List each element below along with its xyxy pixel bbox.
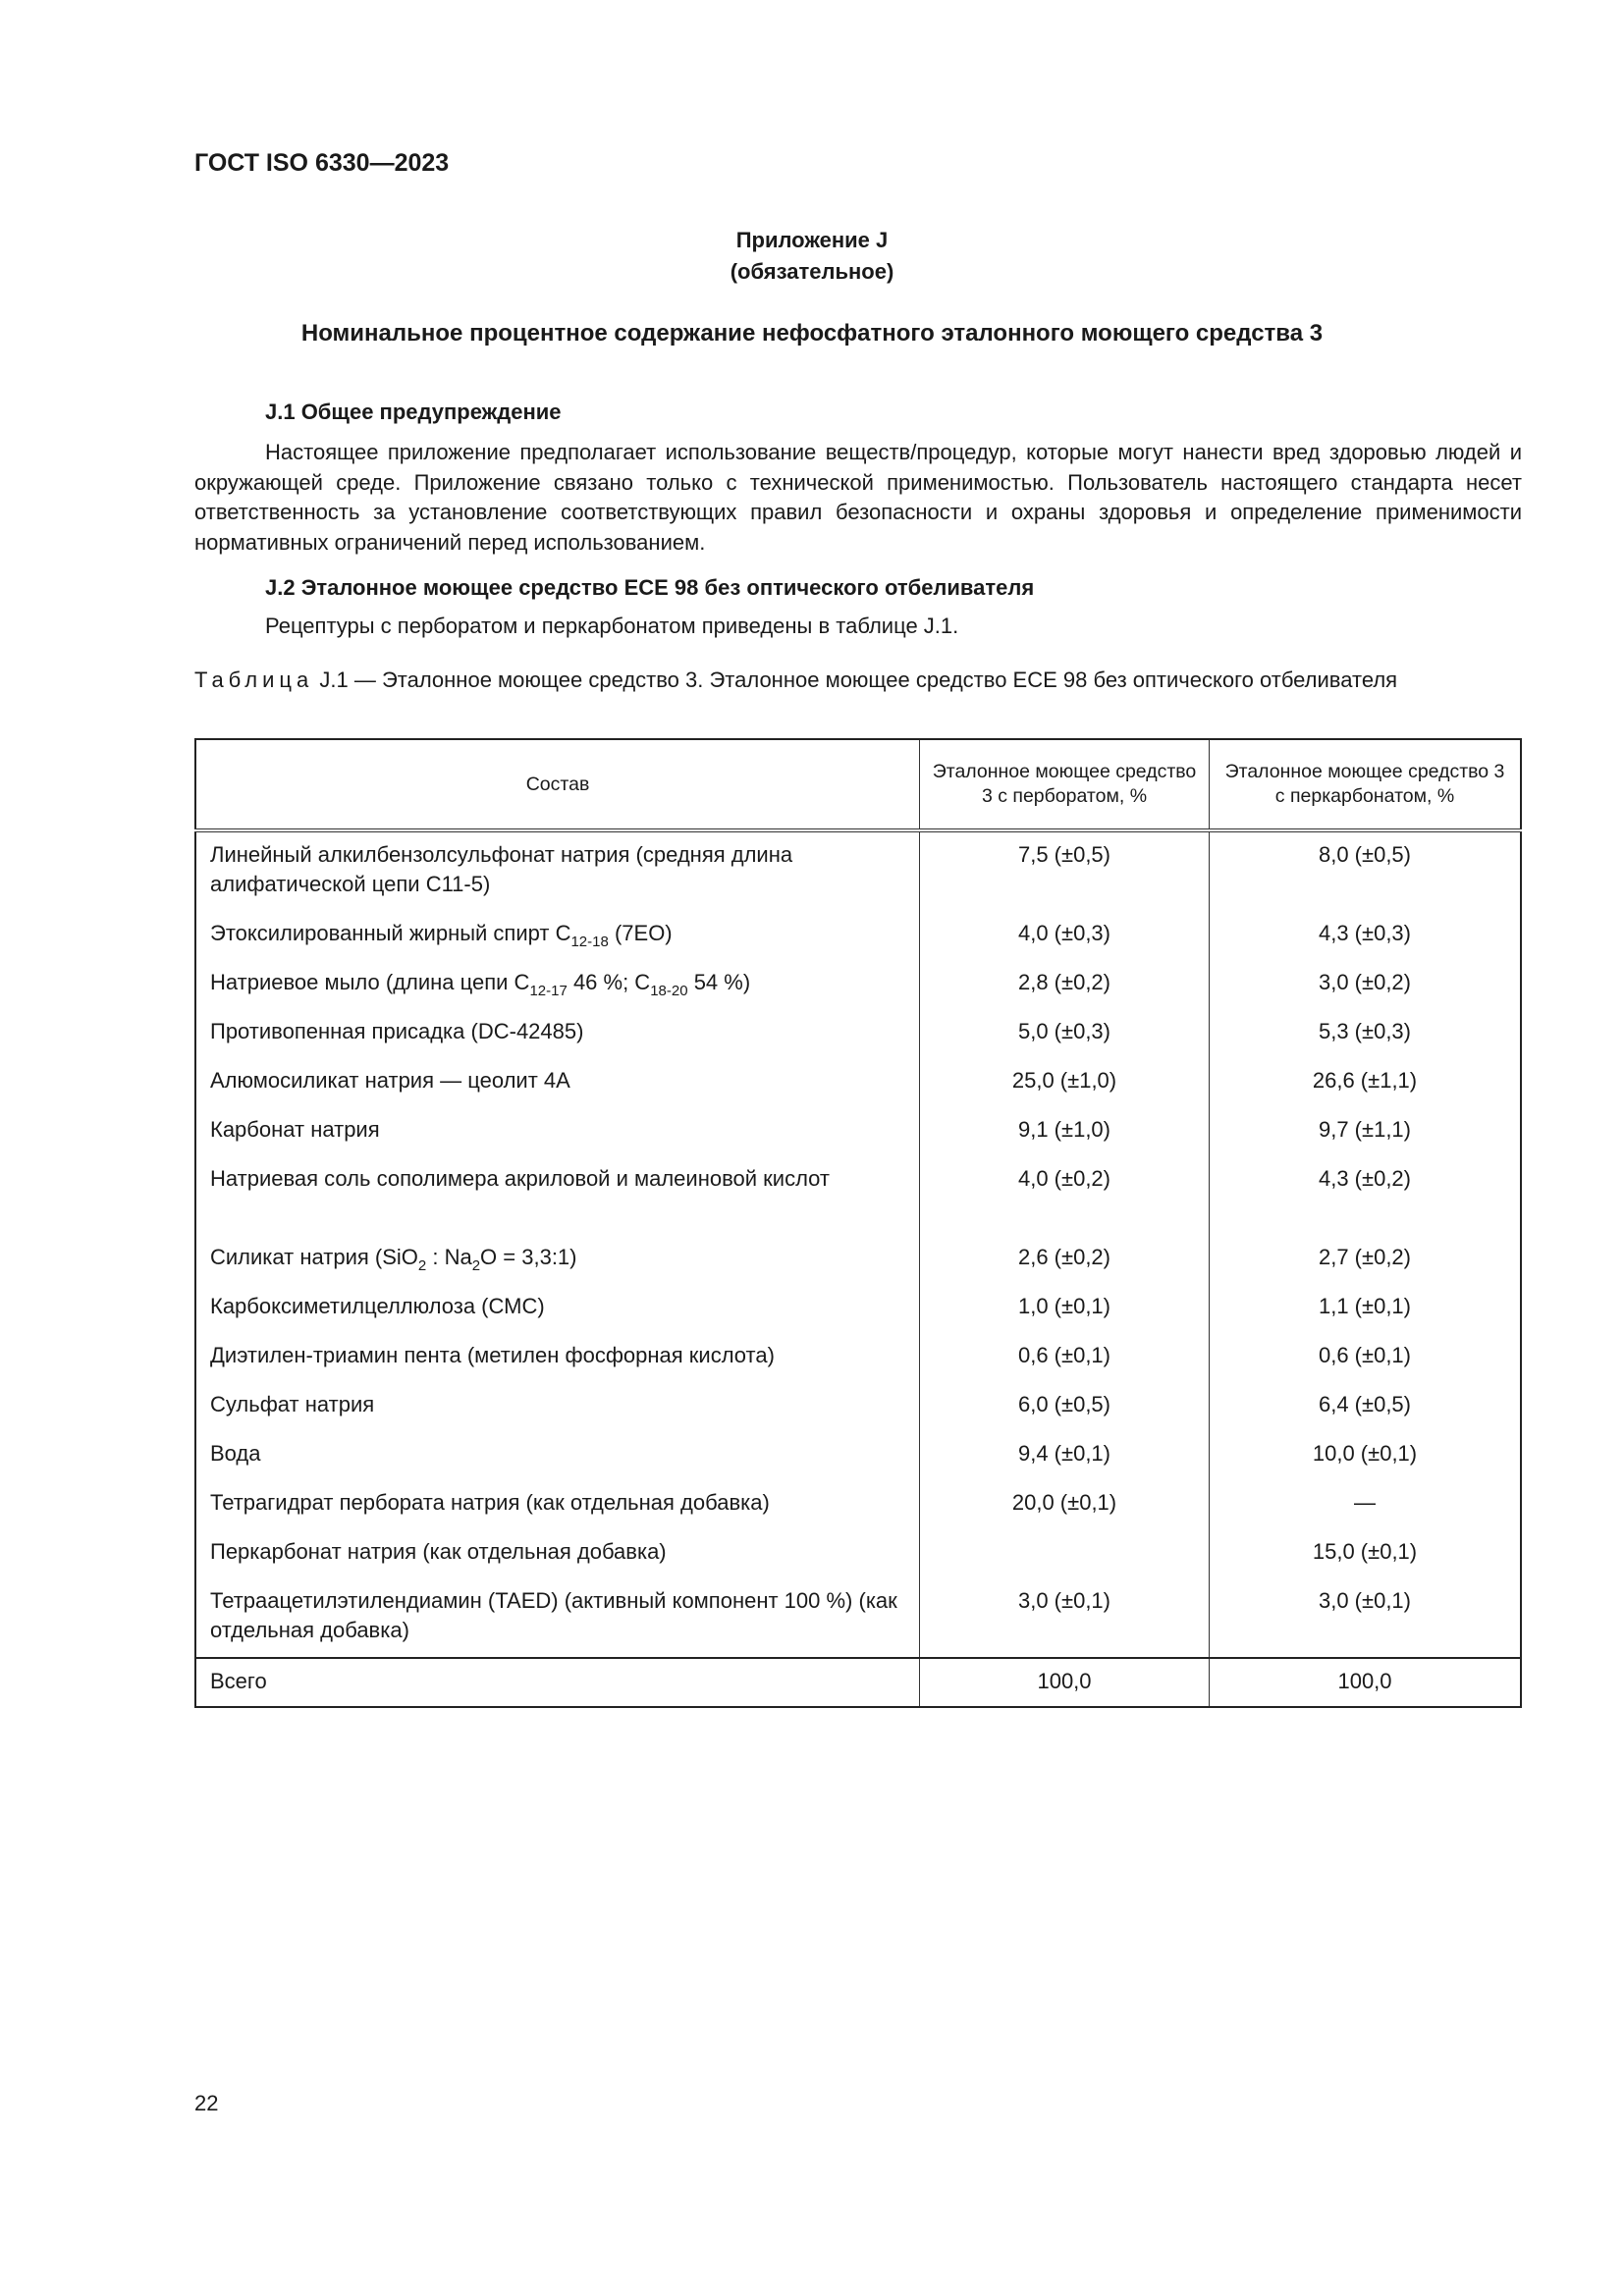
appendix-heading: Номинальное процентное содержание нефосфатного эталонного моющего средства 3 [300, 320, 1324, 347]
column-header-percarbonate: Эталонное моющее средство 3 с перкарбонатом, % [1210, 739, 1522, 830]
perborate-value: 1,0 (±0,1) [920, 1284, 1210, 1333]
table-row [195, 1235, 1521, 1284]
perborate-value: 9,4 (±0,1) [920, 1431, 1210, 1480]
component-name: Карбонат натрия [195, 1107, 920, 1156]
table-row [195, 1529, 1521, 1578]
perborate-value: 3,0 (±0,1) [920, 1578, 1210, 1658]
component-name [195, 911, 920, 960]
composition-table [194, 738, 1522, 1708]
table-row [195, 1284, 1521, 1333]
column-header-composition: Состав [195, 739, 920, 830]
component-name: Диэтилен-триамин пента (метилен фосфорная кислота) [195, 1333, 920, 1382]
table-row [195, 911, 1521, 960]
percarbonate-value: 0,6 (±0,1) [1210, 1333, 1522, 1382]
component-name [195, 960, 920, 1009]
table-row [195, 960, 1521, 1009]
appendix-status: (обязательное) [730, 259, 894, 284]
component-name: Тетрагидрат пербората натрия (как отдельная добавка) [195, 1480, 920, 1529]
text-part: Силикат натрия (SiO [210, 1245, 418, 1269]
perborate-value: 4,0 (±0,3) [920, 911, 1210, 960]
table-row [195, 1009, 1521, 1058]
total-row [195, 1658, 1521, 1707]
section-j1-title: J.1 Общее предупреждение [265, 400, 562, 424]
table-row [195, 1156, 1521, 1235]
percarbonate-value: 6,4 (±0,5) [1210, 1382, 1522, 1431]
component-name: Натриевая соль сополимера акриловой и малеиновой кислот [195, 1156, 920, 1235]
section-j1-text: Настоящее приложение предполагает использование веществ/процедур, которые могут нанести вред здоровью людей и окружающей среде. Приложение связано только с технической применимостью. Пользователь настоящего стандарта несет ответственность за установление соответствующих правил безопасности и охраны здоровья и определение применимости нормативных ограничений перед использованием. [194, 440, 1522, 555]
perborate-value: 25,0 (±1,0) [920, 1058, 1210, 1107]
percarbonate-value: 4,3 (±0,3) [1210, 911, 1522, 960]
subscript: 2 [471, 1257, 481, 1274]
component-name: Карбоксиметилцеллюлоза (СМС) [195, 1284, 920, 1333]
perborate-value: 20,0 (±0,1) [920, 1480, 1210, 1529]
appendix-title: Приложение J [735, 228, 889, 252]
table-caption-label: Таблица [194, 667, 314, 692]
perborate-value: 9,1 (±1,0) [920, 1107, 1210, 1156]
subscript: 2 [417, 1257, 427, 1274]
component-name: Перкарбонат натрия (как отдельная добавка) [195, 1529, 920, 1578]
perborate-value: 2,6 (±0,2) [920, 1235, 1210, 1284]
table-row [195, 1333, 1521, 1382]
percarbonate-value: 10,0 (±0,1) [1210, 1431, 1522, 1480]
percarbonate-value: 5,3 (±0,3) [1210, 1009, 1522, 1058]
perborate-value [920, 1529, 1210, 1578]
text-part: : Na [426, 1245, 472, 1269]
table-caption-text: J.1 — Эталонное моющее средство 3. Эталонное моющее средство ECE 98 без оптического отбеливателя [319, 667, 1398, 692]
percarbonate-value: 2,7 (±0,2) [1210, 1235, 1522, 1284]
text-part: Натриевое мыло (длина цепи С [210, 970, 530, 994]
column-header-perborate: Эталонное моющее средство 3 с перборатом, % [920, 739, 1210, 830]
table-row [195, 1382, 1521, 1431]
table-row [195, 1058, 1521, 1107]
text-part: 46 %; С [567, 970, 651, 994]
total-label: Всего [195, 1658, 920, 1707]
percarbonate-value: 3,0 (±0,2) [1210, 960, 1522, 1009]
percarbonate-value: 3,0 (±0,1) [1210, 1578, 1522, 1658]
table-row [195, 1107, 1521, 1156]
perborate-value: 7,5 (±0,5) [920, 830, 1210, 911]
percarbonate-value: 4,3 (±0,2) [1210, 1156, 1522, 1235]
perborate-value: 5,0 (±0,3) [920, 1009, 1210, 1058]
table-row [195, 1431, 1521, 1480]
table-row [195, 1578, 1521, 1658]
percarbonate-value: — [1210, 1480, 1522, 1529]
component-name: Противопенная присадка (DC-42485) [195, 1009, 920, 1058]
text-part: Этоксилированный жирный спирт С [210, 921, 571, 945]
percarbonate-value: 9,7 (±1,1) [1210, 1107, 1522, 1156]
text-part: O = 3,3:1) [480, 1245, 577, 1269]
percarbonate-value: 8,0 (±0,5) [1210, 830, 1522, 911]
percarbonate-value: 26,6 (±1,1) [1210, 1058, 1522, 1107]
perborate-value: 2,8 (±0,2) [920, 960, 1210, 1009]
percarbonate-value: 1,1 (±0,1) [1210, 1284, 1522, 1333]
table-row [195, 1480, 1521, 1529]
page-number: 22 [194, 2091, 219, 2115]
table-caption [194, 666, 1522, 696]
component-name: Тетраацетилэтилендиамин (TAED) (активный компонент 100 %) (как отдельная добавка) [195, 1578, 920, 1658]
component-name: Алюмосиликат натрия — цеолит 4А [195, 1058, 920, 1107]
component-name: Линейный алкилбензолсульфонат натрия (средняя длина алифатической цепи С11-5) [195, 830, 920, 911]
component-name: Сульфат натрия [195, 1382, 920, 1431]
subscript: 12-17 [529, 983, 568, 999]
perborate-value: 6,0 (±0,5) [920, 1382, 1210, 1431]
perborate-value: 0,6 (±0,1) [920, 1333, 1210, 1382]
document-id: ГОСТ ISO 6330—2023 [194, 149, 450, 177]
total-percarbonate: 100,0 [1210, 1658, 1522, 1707]
percarbonate-value: 15,0 (±0,1) [1210, 1529, 1522, 1578]
component-name [195, 1235, 920, 1284]
total-perborate: 100,0 [920, 1658, 1210, 1707]
perborate-value: 4,0 (±0,2) [920, 1156, 1210, 1235]
subscript: 18-20 [650, 983, 688, 999]
section-j2-title: J.2 Эталонное моющее средство ECE 98 без оптического отбеливателя [265, 575, 1035, 600]
text-part: (7EO) [608, 921, 673, 945]
table-row [195, 830, 1521, 911]
subscript: 12-18 [570, 934, 609, 950]
component-name: Вода [195, 1431, 920, 1480]
section-j2-text: Рецептуры с перборатом и перкарбонатом приведены в таблице J.1. [265, 614, 959, 638]
text-part: 54 %) [687, 970, 751, 994]
